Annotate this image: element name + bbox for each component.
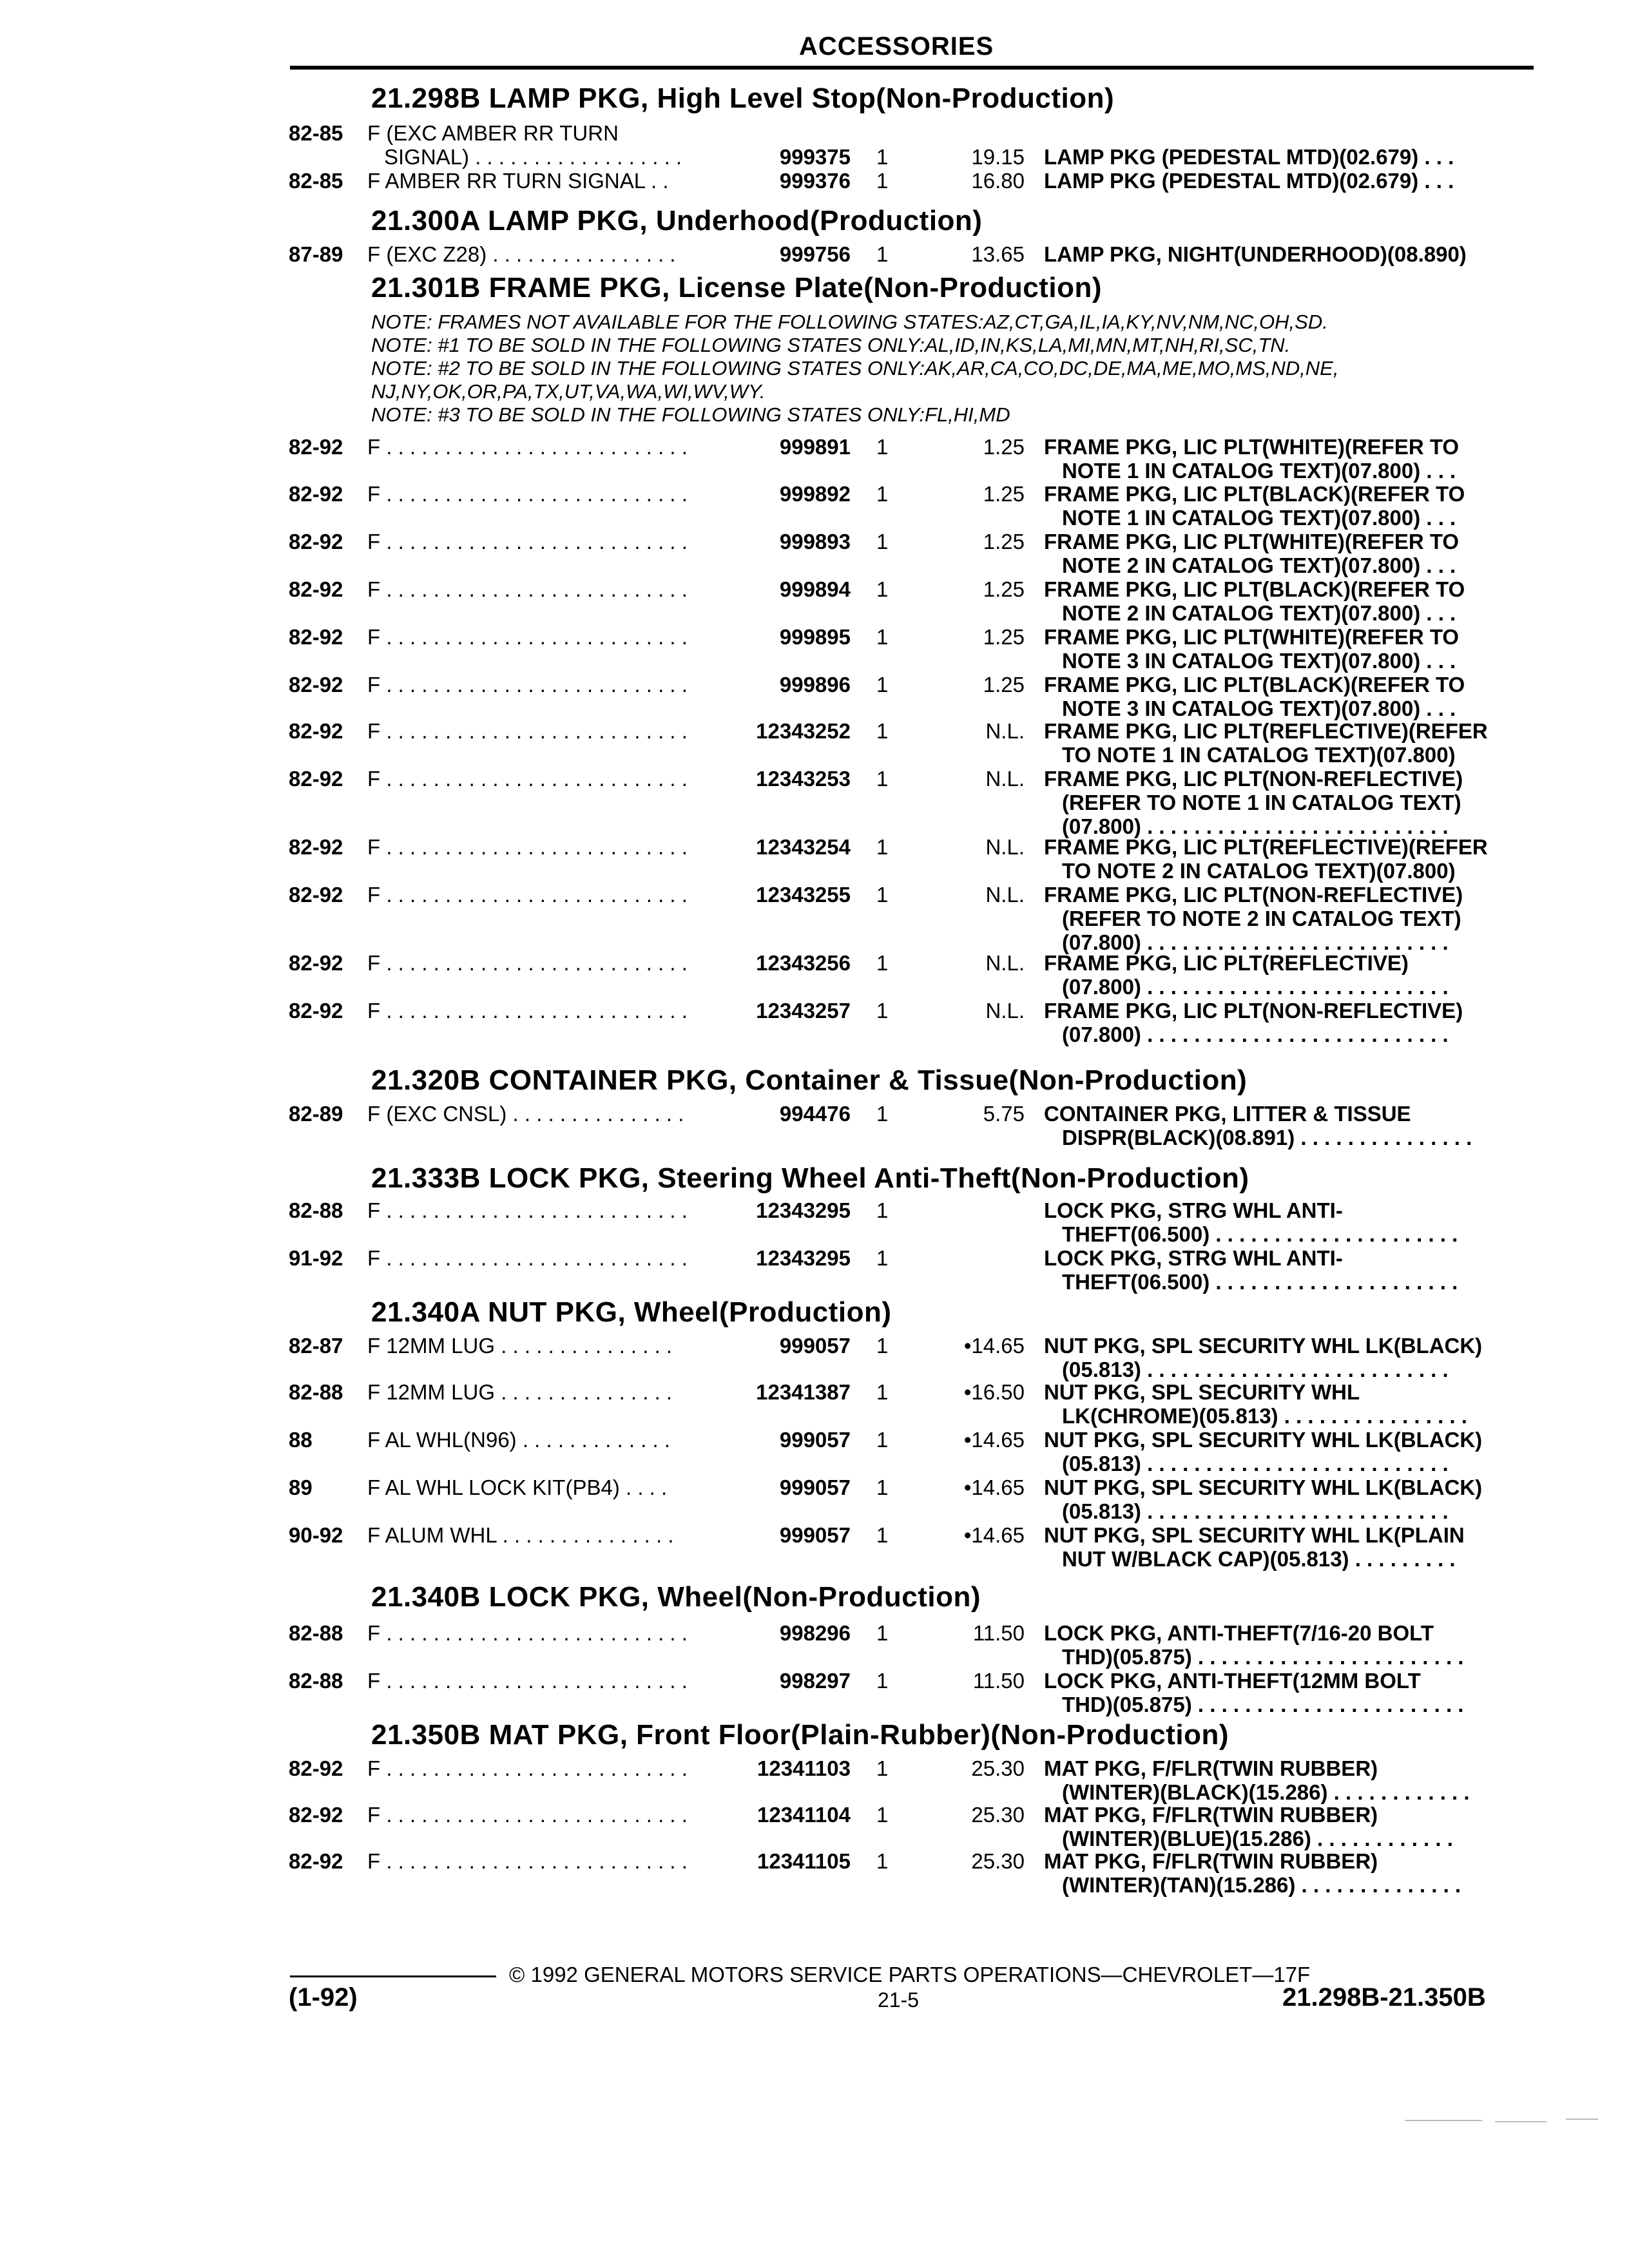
description-line: F . . . . . . . . . . . . . . . . . . . . . . . . . . xyxy=(367,951,688,975)
quantity: 1 xyxy=(876,1102,889,1126)
part-name xyxy=(1044,999,1463,1046)
part-number: 999376 xyxy=(779,169,851,193)
part-number: 998296 xyxy=(779,1621,851,1645)
part-name xyxy=(1044,577,1465,625)
part-name-line: DISPR(BLACK)(08.891) . . . . . . . . . . . . . . . xyxy=(1062,1126,1472,1149)
description-line: F AL WHL(N96) . . . . . . . . . . . . . xyxy=(367,1428,671,1452)
part-name-line: NOTE 3 IN CATALOG TEXT)(07.800) . . . xyxy=(1062,697,1456,720)
usage-description xyxy=(367,1756,688,1780)
quantity: 1 xyxy=(876,1523,889,1547)
model-years: 82-92 xyxy=(289,673,343,697)
usage-description xyxy=(367,435,688,459)
part-name xyxy=(1044,1523,1465,1571)
usage-description xyxy=(367,1523,674,1547)
part-name xyxy=(1044,951,1449,999)
section-title: 21.333B LOCK PKG, Steering Wheel Anti-Theft(Non-Production) xyxy=(371,1162,1249,1194)
model-years: 82-92 xyxy=(289,577,343,601)
description-line: F . . . . . . . . . . . . . . . . . . . . . . . . . . xyxy=(367,530,688,553)
part-name-line: (WINTER)(TAN)(15.286) . . . . . . . . . . . . . . xyxy=(1062,1873,1461,1897)
part-name-line: FRAME PKG, LIC PLT(WHITE)(REFER TO xyxy=(1044,625,1460,649)
model-years: 82-92 xyxy=(289,951,343,975)
part-number: 12343253 xyxy=(756,767,851,791)
part-name-line: LAMP PKG (PEDESTAL MTD)(02.679) . . . xyxy=(1044,169,1454,193)
price: •16.50 xyxy=(963,1380,1025,1404)
price: 1.25 xyxy=(983,530,1025,553)
usage-description xyxy=(367,1334,672,1358)
description-line: F AL WHL LOCK KIT(PB4) . . . . xyxy=(367,1475,668,1499)
description-line: F ALUM WHL . . . . . . . . . . . . . . . xyxy=(367,1523,674,1547)
section-note: NJ,NY,OK,OR,PA,TX,UT,VA,WA,WI,WV,WY. xyxy=(371,380,766,403)
part-number: 994476 xyxy=(779,1102,851,1126)
part-name-line: FRAME PKG, LIC PLT(REFLECTIVE)(REFER xyxy=(1044,719,1488,743)
part-name-line: (REFER TO NOTE 1 IN CATALOG TEXT) xyxy=(1062,791,1461,814)
quantity: 1 xyxy=(876,1380,889,1404)
part-number: 12343295 xyxy=(756,1198,851,1222)
part-name-line: MAT PKG, F/FLR(TWIN RUBBER) xyxy=(1044,1849,1378,1873)
part-name-line: NUT PKG, SPL SECURITY WHL LK(BLACK) xyxy=(1044,1475,1483,1499)
model-years: 87-89 xyxy=(289,242,343,266)
usage-description xyxy=(367,999,688,1023)
usage-description xyxy=(367,835,688,859)
price: 1.25 xyxy=(983,435,1025,459)
part-number: 999893 xyxy=(779,530,851,553)
quantity: 1 xyxy=(876,435,889,459)
part-name xyxy=(1044,835,1488,883)
quantity: 1 xyxy=(876,1669,889,1693)
part-name-line: (REFER TO NOTE 2 IN CATALOG TEXT) xyxy=(1062,907,1461,930)
model-years: 82-92 xyxy=(289,719,343,743)
part-name-line: FRAME PKG, LIC PLT(NON-REFLECTIVE) xyxy=(1044,999,1463,1023)
part-name-line: FRAME PKG, LIC PLT(BLACK)(REFER TO xyxy=(1044,673,1465,697)
description-line: F . . . . . . . . . . . . . . . . . . . . . . . . . . xyxy=(367,673,688,697)
description-line: F 12MM LUG . . . . . . . . . . . . . . . xyxy=(367,1334,673,1358)
footer-rule xyxy=(290,1975,496,1977)
part-name-line: NUT PKG, SPL SECURITY WHL LK(BLACK) xyxy=(1044,1334,1483,1358)
model-years: 91-92 xyxy=(289,1246,343,1270)
usage-description xyxy=(367,169,669,193)
part-number: 999895 xyxy=(779,625,851,649)
part-number: 12341103 xyxy=(757,1756,851,1780)
quantity: 1 xyxy=(876,883,889,907)
usage-description xyxy=(367,1428,670,1452)
usage-description xyxy=(367,1380,672,1404)
part-name xyxy=(1044,482,1465,530)
part-number: 999057 xyxy=(779,1523,851,1547)
part-name xyxy=(1044,1198,1458,1246)
scan-artifact xyxy=(1405,2120,1482,2121)
section-title: 21.320B CONTAINER PKG, Container & Tissue(Non-Production) xyxy=(371,1064,1248,1096)
part-name-line: NOTE 1 IN CATALOG TEXT)(07.800) . . . xyxy=(1062,459,1456,483)
quantity: 1 xyxy=(876,1849,889,1873)
footer-section-range: 21.298B-21.350B xyxy=(1282,1983,1486,2012)
quantity: 1 xyxy=(876,1334,889,1358)
part-name-line: NOTE 2 IN CATALOG TEXT)(07.800) . . . xyxy=(1062,601,1456,625)
usage-description xyxy=(367,673,688,697)
description-line: F . . . . . . . . . . . . . . . . . . . . . . . . . . xyxy=(367,835,688,859)
quantity: 1 xyxy=(876,951,889,975)
part-name-line: TO NOTE 2 IN CATALOG TEXT)(07.800) xyxy=(1062,859,1456,883)
part-name xyxy=(1044,719,1488,767)
part-name xyxy=(1044,1102,1472,1149)
price: 16.80 xyxy=(971,169,1025,193)
description-line: F AMBER RR TURN SIGNAL . . xyxy=(367,169,669,193)
quantity: 1 xyxy=(876,673,889,697)
part-name-line: (05.813) . . . . . . . . . . . . . . . . . . . . . . . . . . xyxy=(1062,1452,1449,1475)
price: 25.30 xyxy=(971,1756,1025,1780)
quantity: 1 xyxy=(876,1198,889,1222)
part-name-line: LAMP PKG, NIGHT(UNDERHOOD)(08.890) xyxy=(1044,242,1467,266)
description-line: F . . . . . . . . . . . . . . . . . . . . . . . . . . xyxy=(367,577,688,601)
section-title: 21.340B LOCK PKG, Wheel(Non-Production) xyxy=(371,1581,981,1613)
part-name-line: NUT PKG, SPL SECURITY WHL LK(BLACK) xyxy=(1044,1428,1483,1452)
description-line: F . . . . . . . . . . . . . . . . . . . . . . . . . . xyxy=(367,482,688,506)
part-number: 999057 xyxy=(779,1475,851,1499)
quantity: 1 xyxy=(876,767,889,791)
part-number: 12341104 xyxy=(757,1803,851,1827)
description-line: SIGNAL) . . . . . . . . . . . . . . . . . . xyxy=(384,145,682,169)
part-name xyxy=(1044,169,1454,193)
scan-artifact xyxy=(1495,2121,1547,2122)
part-name-line: NOTE 3 IN CATALOG TEXT)(07.800) . . . xyxy=(1062,649,1456,673)
usage-description xyxy=(367,482,688,506)
quantity: 1 xyxy=(876,1428,889,1452)
price: N.L. xyxy=(985,883,1025,907)
scan-artifact xyxy=(1566,2119,1598,2120)
part-name-line: (07.800) . . . . . . . . . . . . . . . . . . . . . . . . . . xyxy=(1062,814,1449,838)
price: 11.50 xyxy=(972,1669,1025,1693)
description-line: F . . . . . . . . . . . . . . . . . . . . . . . . . . xyxy=(367,1669,688,1693)
price: •14.65 xyxy=(963,1334,1025,1358)
quantity: 1 xyxy=(876,719,889,743)
part-name-line: LOCK PKG, ANTI-THEFT(7/16-20 BOLT xyxy=(1044,1621,1434,1645)
usage-description xyxy=(367,1621,688,1645)
footer-date: (1-92) xyxy=(289,1983,358,2012)
part-name xyxy=(1044,1380,1467,1428)
price: 19.15 xyxy=(971,145,1025,169)
part-name xyxy=(1044,1428,1482,1475)
quantity: 1 xyxy=(876,1475,889,1499)
model-years: 82-92 xyxy=(289,482,343,506)
model-years: 82-92 xyxy=(289,767,343,791)
part-name-line: LOCK PKG, ANTI-THEFT(12MM BOLT xyxy=(1044,1669,1421,1693)
usage-description xyxy=(367,951,688,975)
price: 1.25 xyxy=(983,673,1025,697)
description-line: F . . . . . . . . . . . . . . . . . . . . . . . . . . xyxy=(367,625,688,649)
part-name xyxy=(1044,1621,1463,1669)
usage-description xyxy=(367,121,682,169)
model-years: 82-92 xyxy=(289,1803,343,1827)
description-line: F . . . . . . . . . . . . . . . . . . . . . . . . . . xyxy=(367,767,688,791)
price: 1.25 xyxy=(983,482,1025,506)
model-years: 90-92 xyxy=(289,1523,343,1547)
part-name-line: (05.813) . . . . . . . . . . . . . . . . . . . . . . . . . . xyxy=(1062,1499,1449,1523)
model-years: 82-88 xyxy=(289,1621,343,1645)
price: 25.30 xyxy=(971,1803,1025,1827)
part-name-line: (WINTER)(BLACK)(15.286) . . . . . . . . . . . . xyxy=(1062,1780,1470,1804)
quantity: 1 xyxy=(876,1803,889,1827)
part-name xyxy=(1044,883,1463,954)
part-name-line: FRAME PKG, LIC PLT(REFLECTIVE)(REFER xyxy=(1044,835,1488,859)
usage-description xyxy=(367,1669,688,1693)
description-line: F . . . . . . . . . . . . . . . . . . . . . . . . . . xyxy=(367,1198,688,1222)
section-title: 21.340A NUT PKG, Wheel(Production) xyxy=(371,1296,892,1328)
description-line: F . . . . . . . . . . . . . . . . . . . . . . . . . . xyxy=(367,1246,688,1270)
usage-description xyxy=(367,1102,684,1126)
part-name-line: FRAME PKG, LIC PLT(WHITE)(REFER TO xyxy=(1044,530,1460,553)
part-number: 12343256 xyxy=(756,951,851,975)
part-number: 999057 xyxy=(779,1428,851,1452)
model-years: 82-92 xyxy=(289,883,343,907)
model-years: 82-92 xyxy=(289,999,343,1023)
part-name xyxy=(1044,1334,1482,1381)
part-name-line: NUT W/BLACK CAP)(05.813) . . . . . . . . . xyxy=(1062,1547,1456,1571)
model-years: 82-92 xyxy=(289,435,343,459)
part-number: 12343255 xyxy=(756,883,851,907)
quantity: 1 xyxy=(876,169,889,193)
description-line: F (EXC AMBER RR TURN xyxy=(367,121,619,145)
section-note: NOTE: #2 TO BE SOLD IN THE FOLLOWING STATES ONLY:AK,AR,CA,CO,DC,DE,MA,ME,MO,MS,ND,NE, xyxy=(371,357,1339,380)
model-years: 82-92 xyxy=(289,1756,343,1780)
description-line: F . . . . . . . . . . . . . . . . . . . . . . . . . . xyxy=(367,1756,688,1780)
part-name-line: NUT PKG, SPL SECURITY WHL LK(PLAIN xyxy=(1044,1523,1465,1547)
quantity: 1 xyxy=(876,625,889,649)
part-name-line: THD)(05.875) . . . . . . . . . . . . . . . . . . . . . . . xyxy=(1062,1693,1464,1716)
part-name xyxy=(1044,625,1459,673)
model-years: 82-87 xyxy=(289,1334,343,1358)
usage-description xyxy=(367,1849,688,1873)
part-name-line: NOTE 2 IN CATALOG TEXT)(07.800) . . . xyxy=(1062,553,1456,577)
part-name xyxy=(1044,767,1463,838)
model-years: 82-85 xyxy=(289,121,343,145)
description-line: F . . . . . . . . . . . . . . . . . . . . . . . . . . xyxy=(367,1803,688,1827)
part-number: 999891 xyxy=(779,435,851,459)
part-number: 12343295 xyxy=(756,1246,851,1270)
price: •14.65 xyxy=(963,1475,1025,1499)
description-line: F . . . . . . . . . . . . . . . . . . . . . . . . . . xyxy=(367,719,688,743)
price: 1.25 xyxy=(983,577,1025,601)
part-name-line: THD)(05.875) . . . . . . . . . . . . . . . . . . . . . . . xyxy=(1062,1645,1464,1669)
part-name-line: FRAME PKG, LIC PLT(WHITE)(REFER TO xyxy=(1044,435,1460,459)
part-name xyxy=(1044,673,1465,720)
usage-description xyxy=(367,1475,667,1499)
price: •14.65 xyxy=(963,1523,1025,1547)
part-name-line: LOCK PKG, STRG WHL ANTI- xyxy=(1044,1246,1343,1270)
usage-description xyxy=(367,577,688,601)
price: 5.75 xyxy=(983,1102,1025,1126)
price: N.L. xyxy=(985,951,1025,975)
part-name-line: (07.800) . . . . . . . . . . . . . . . . . . . . . . . . . . xyxy=(1062,975,1449,999)
quantity: 1 xyxy=(876,530,889,553)
quantity: 1 xyxy=(876,242,889,266)
part-name xyxy=(1044,1475,1482,1523)
model-years: 88 xyxy=(289,1428,313,1452)
part-name-line: THEFT(06.500) . . . . . . . . . . . . . . . . . . . . . xyxy=(1062,1222,1458,1246)
section-note: NOTE: #3 TO BE SOLD IN THE FOLLOWING STATES ONLY:FL,HI,MD xyxy=(371,403,1010,426)
price: N.L. xyxy=(985,999,1025,1023)
part-name-line: MAT PKG, F/FLR(TWIN RUBBER) xyxy=(1044,1756,1378,1780)
part-name-line: FRAME PKG, LIC PLT(REFLECTIVE) xyxy=(1044,951,1409,975)
part-name xyxy=(1044,1669,1463,1716)
header-rule xyxy=(290,66,1534,70)
model-years: 82-92 xyxy=(289,835,343,859)
part-number: 999375 xyxy=(779,145,851,169)
model-years: 82-88 xyxy=(289,1198,343,1222)
model-years: 82-85 xyxy=(289,169,343,193)
quantity: 1 xyxy=(876,835,889,859)
part-name-line: LK(CHROME)(05.813) . . . . . . . . . . . . . . . . xyxy=(1062,1404,1467,1428)
quantity: 1 xyxy=(876,1621,889,1645)
price: N.L. xyxy=(985,719,1025,743)
part-name-line: LOCK PKG, STRG WHL ANTI- xyxy=(1044,1198,1343,1222)
model-years: 82-92 xyxy=(289,625,343,649)
part-name xyxy=(1044,1803,1453,1850)
part-name xyxy=(1044,1246,1458,1294)
part-name xyxy=(1044,1756,1470,1804)
part-number: 12343254 xyxy=(756,835,851,859)
part-number: 998297 xyxy=(779,1669,851,1693)
page-number: 21-5 xyxy=(878,1988,920,2012)
part-number: 12343257 xyxy=(756,999,851,1023)
part-number: 999896 xyxy=(779,673,851,697)
description-line: F . . . . . . . . . . . . . . . . . . . . . . . . . . xyxy=(367,883,688,907)
part-name xyxy=(1044,435,1459,483)
quantity: 1 xyxy=(876,577,889,601)
price: 13.65 xyxy=(971,242,1025,266)
usage-description xyxy=(367,625,688,649)
part-number: 12341105 xyxy=(757,1849,851,1873)
part-name-line: FRAME PKG, LIC PLT(NON-REFLECTIVE) xyxy=(1044,767,1463,791)
part-name-line: (07.800) . . . . . . . . . . . . . . . . . . . . . . . . . . xyxy=(1062,930,1449,954)
part-name-line: (07.800) . . . . . . . . . . . . . . . . . . . . . . . . . . xyxy=(1062,1023,1449,1046)
part-number: 999057 xyxy=(779,1334,851,1358)
part-number: 999756 xyxy=(779,242,851,266)
description-line: F (EXC CNSL) . . . . . . . . . . . . . . . xyxy=(367,1102,684,1126)
description-line: F (EXC Z28) . . . . . . . . . . . . . . . . xyxy=(367,242,676,266)
quantity: 1 xyxy=(876,482,889,506)
usage-description xyxy=(367,530,688,553)
quantity: 1 xyxy=(876,1246,889,1270)
part-name-line: NOTE 1 IN CATALOG TEXT)(07.800) . . . xyxy=(1062,506,1456,530)
part-name-line: MAT PKG, F/FLR(TWIN RUBBER) xyxy=(1044,1803,1378,1827)
model-years: 82-88 xyxy=(289,1380,343,1404)
part-name-line: FRAME PKG, LIC PLT(NON-REFLECTIVE) xyxy=(1044,883,1463,907)
description-line: F 12MM LUG . . . . . . . . . . . . . . . xyxy=(367,1380,673,1404)
section-title: 21.300A LAMP PKG, Underhood(Production) xyxy=(371,205,983,236)
part-number: 12343252 xyxy=(756,719,851,743)
part-name-line: NUT PKG, SPL SECURITY WHL xyxy=(1044,1380,1360,1404)
model-years: 82-88 xyxy=(289,1669,343,1693)
model-years: 82-92 xyxy=(289,1849,343,1873)
quantity: 1 xyxy=(876,1756,889,1780)
usage-description xyxy=(367,242,676,266)
description-line: F . . . . . . . . . . . . . . . . . . . . . . . . . . xyxy=(367,1621,688,1645)
section-note: NOTE: FRAMES NOT AVAILABLE FOR THE FOLLOWING STATES:AZ,CT,GA,IL,IA,KY,NV,NM,NC,OH,SD. xyxy=(371,311,1328,333)
price: 11.50 xyxy=(972,1621,1025,1645)
usage-description xyxy=(367,1246,688,1270)
part-number: 999894 xyxy=(779,577,851,601)
section-note: NOTE: #1 TO BE SOLD IN THE FOLLOWING STATES ONLY:AL,ID,IN,KS,LA,MI,MN,MT,NH,RI,SC,TN. xyxy=(371,334,1291,356)
price: •14.65 xyxy=(963,1428,1025,1452)
usage-description xyxy=(367,1803,688,1827)
usage-description xyxy=(367,719,688,743)
description-line: F . . . . . . . . . . . . . . . . . . . . . . . . . . xyxy=(367,435,688,459)
usage-description xyxy=(367,1198,688,1222)
quantity: 1 xyxy=(876,999,889,1023)
part-name xyxy=(1044,530,1459,577)
price: 25.30 xyxy=(971,1849,1025,1873)
part-name xyxy=(1044,145,1454,169)
section-title: 21.298B LAMP PKG, High Level Stop(Non-Production) xyxy=(371,82,1115,114)
section-title: 21.301B FRAME PKG, License Plate(Non-Production) xyxy=(371,272,1102,303)
model-years: 82-92 xyxy=(289,530,343,553)
footer-copyright: © 1992 GENERAL MOTORS SERVICE PARTS OPERATIONS—CHEVROLET—17F xyxy=(509,1963,1311,1986)
part-name-line: FRAME PKG, LIC PLT(BLACK)(REFER TO xyxy=(1044,577,1465,601)
price: 1.25 xyxy=(983,625,1025,649)
part-name-line: FRAME PKG, LIC PLT(BLACK)(REFER TO xyxy=(1044,482,1465,506)
page-header-title: ACCESSORIES xyxy=(799,32,994,61)
description-line: F . . . . . . . . . . . . . . . . . . . . . . . . . . xyxy=(367,999,688,1023)
usage-description xyxy=(367,767,688,791)
usage-description xyxy=(367,883,688,907)
part-name-line: TO NOTE 1 IN CATALOG TEXT)(07.800) xyxy=(1062,743,1456,767)
model-years: 89 xyxy=(289,1475,313,1499)
section-title: 21.350B MAT PKG, Front Floor(Plain-Rubber)(Non-Production) xyxy=(371,1719,1229,1751)
part-name-line: CONTAINER PKG, LITTER & TISSUE xyxy=(1044,1102,1411,1126)
model-years: 82-89 xyxy=(289,1102,343,1126)
part-number: 999892 xyxy=(779,482,851,506)
part-name-line: (WINTER)(BLUE)(15.286) . . . . . . . . . . . . xyxy=(1062,1827,1453,1850)
price: N.L. xyxy=(985,835,1025,859)
part-name xyxy=(1044,1849,1461,1897)
price: N.L. xyxy=(985,767,1025,791)
description-line: F . . . . . . . . . . . . . . . . . . . . . . . . . . xyxy=(367,1849,688,1873)
part-name xyxy=(1044,242,1467,266)
part-name-line: (05.813) . . . . . . . . . . . . . . . . . . . . . . . . . . xyxy=(1062,1358,1449,1381)
part-name-line: LAMP PKG (PEDESTAL MTD)(02.679) . . . xyxy=(1044,145,1454,169)
quantity: 1 xyxy=(876,145,889,169)
part-number: 12341387 xyxy=(756,1380,851,1404)
part-name-line: THEFT(06.500) . . . . . . . . . . . . . . . . . . . . . xyxy=(1062,1270,1458,1294)
